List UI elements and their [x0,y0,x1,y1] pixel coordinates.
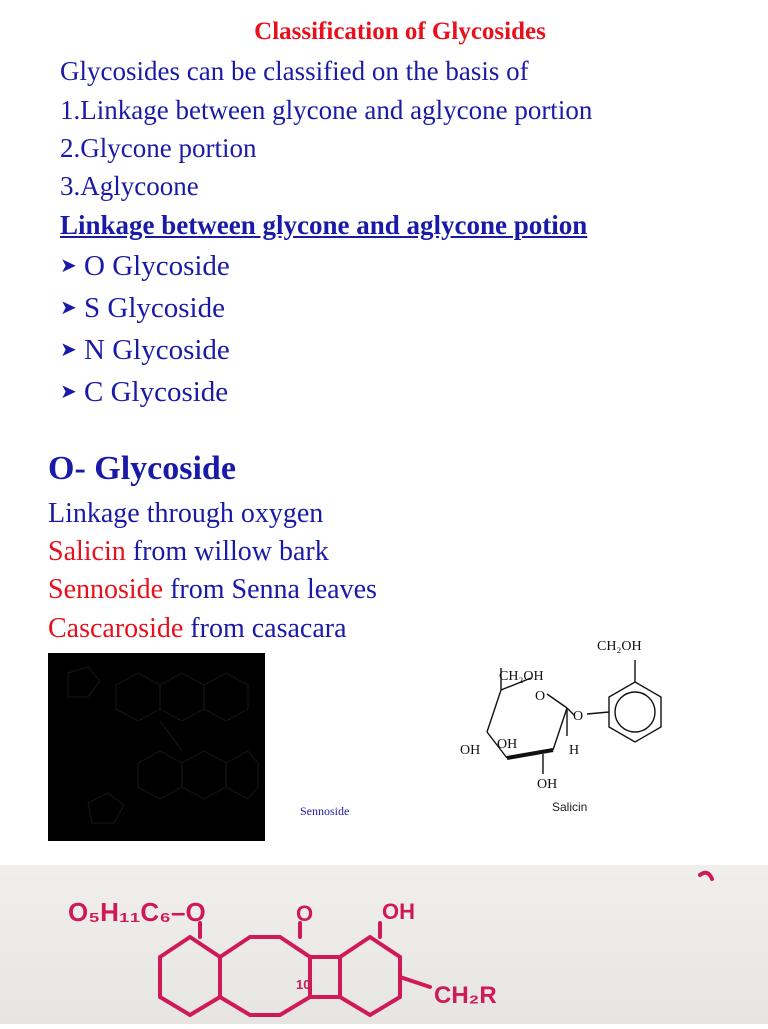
arrow-bullet-icon: ➤ [60,255,77,277]
label-ch2oh-top: CH₂OH [597,639,642,654]
page-title: Classification of Glycosides [254,18,546,45]
sketch-position-label: 10 [296,977,311,992]
type-item-n [60,334,230,367]
handdrawn-structure-drawing [0,865,768,1024]
example-source: from casacara [183,613,347,644]
example-cascaroside [48,613,347,645]
o-glycoside-definition: Linkage through oxygen [48,498,324,529]
type-item-c [60,376,228,409]
example-name: Salicin [48,536,126,567]
intro-text: Glycosides can be classified on the basis of [60,56,529,86]
label-oh-2: OH [497,737,518,752]
label-o-link: O [573,709,584,724]
arrow-bullet-icon: ➤ [60,381,77,403]
sketch-oh-label: OH [382,899,415,924]
o-glycoside-heading: O- Glycoside [48,450,236,487]
example-source: from Senna leaves [163,574,377,605]
type-label: S Glycoside [84,292,225,324]
label-o-ring: O [535,689,546,704]
arrow-bullet-icon: ➤ [60,339,77,361]
sennoside-structure-image [48,653,265,841]
example-sennoside [48,574,377,606]
arrow-bullet-icon: ➤ [60,297,77,319]
basis-item-3: 3.Aglycoone [60,171,199,201]
label-oh-3: OH [537,777,558,792]
example-salicin [48,536,329,568]
sennoside-caption: Sennoside [300,804,350,818]
sketch-sugar-label: O₅H₁₁C₆–O [68,897,206,927]
type-label: C Glycoside [84,376,229,408]
basis-item-2: 2.Glycone portion [60,133,257,163]
linkage-heading: Linkage between glycone and aglycone potion [60,210,588,240]
salicin-structure [455,628,695,808]
type-label: N Glycoside [84,334,230,366]
label-oh-1: OH [460,743,481,758]
type-item-s [60,292,225,325]
example-name: Cascaroside [48,613,184,644]
example-source: from willow bark [125,536,329,567]
label-h: H [569,743,580,758]
handdrawn-structure-photo [0,865,768,1024]
basis-item-1: 1.Linkage between glycone and aglycone portion [60,95,593,125]
sketch-ch2r-label: CH₂R [434,982,497,1009]
salicin-caption: Salicin [552,800,588,814]
type-item-o [60,250,230,283]
type-label: O Glycoside [84,250,230,282]
label-ch2oh-ring: CH₂OH [499,669,544,684]
sketch-keto-label: O [296,901,314,926]
salicin-structure-drawing [455,628,695,808]
sennoside-structure-drawing [48,653,265,841]
example-name: Sennoside [48,574,164,605]
